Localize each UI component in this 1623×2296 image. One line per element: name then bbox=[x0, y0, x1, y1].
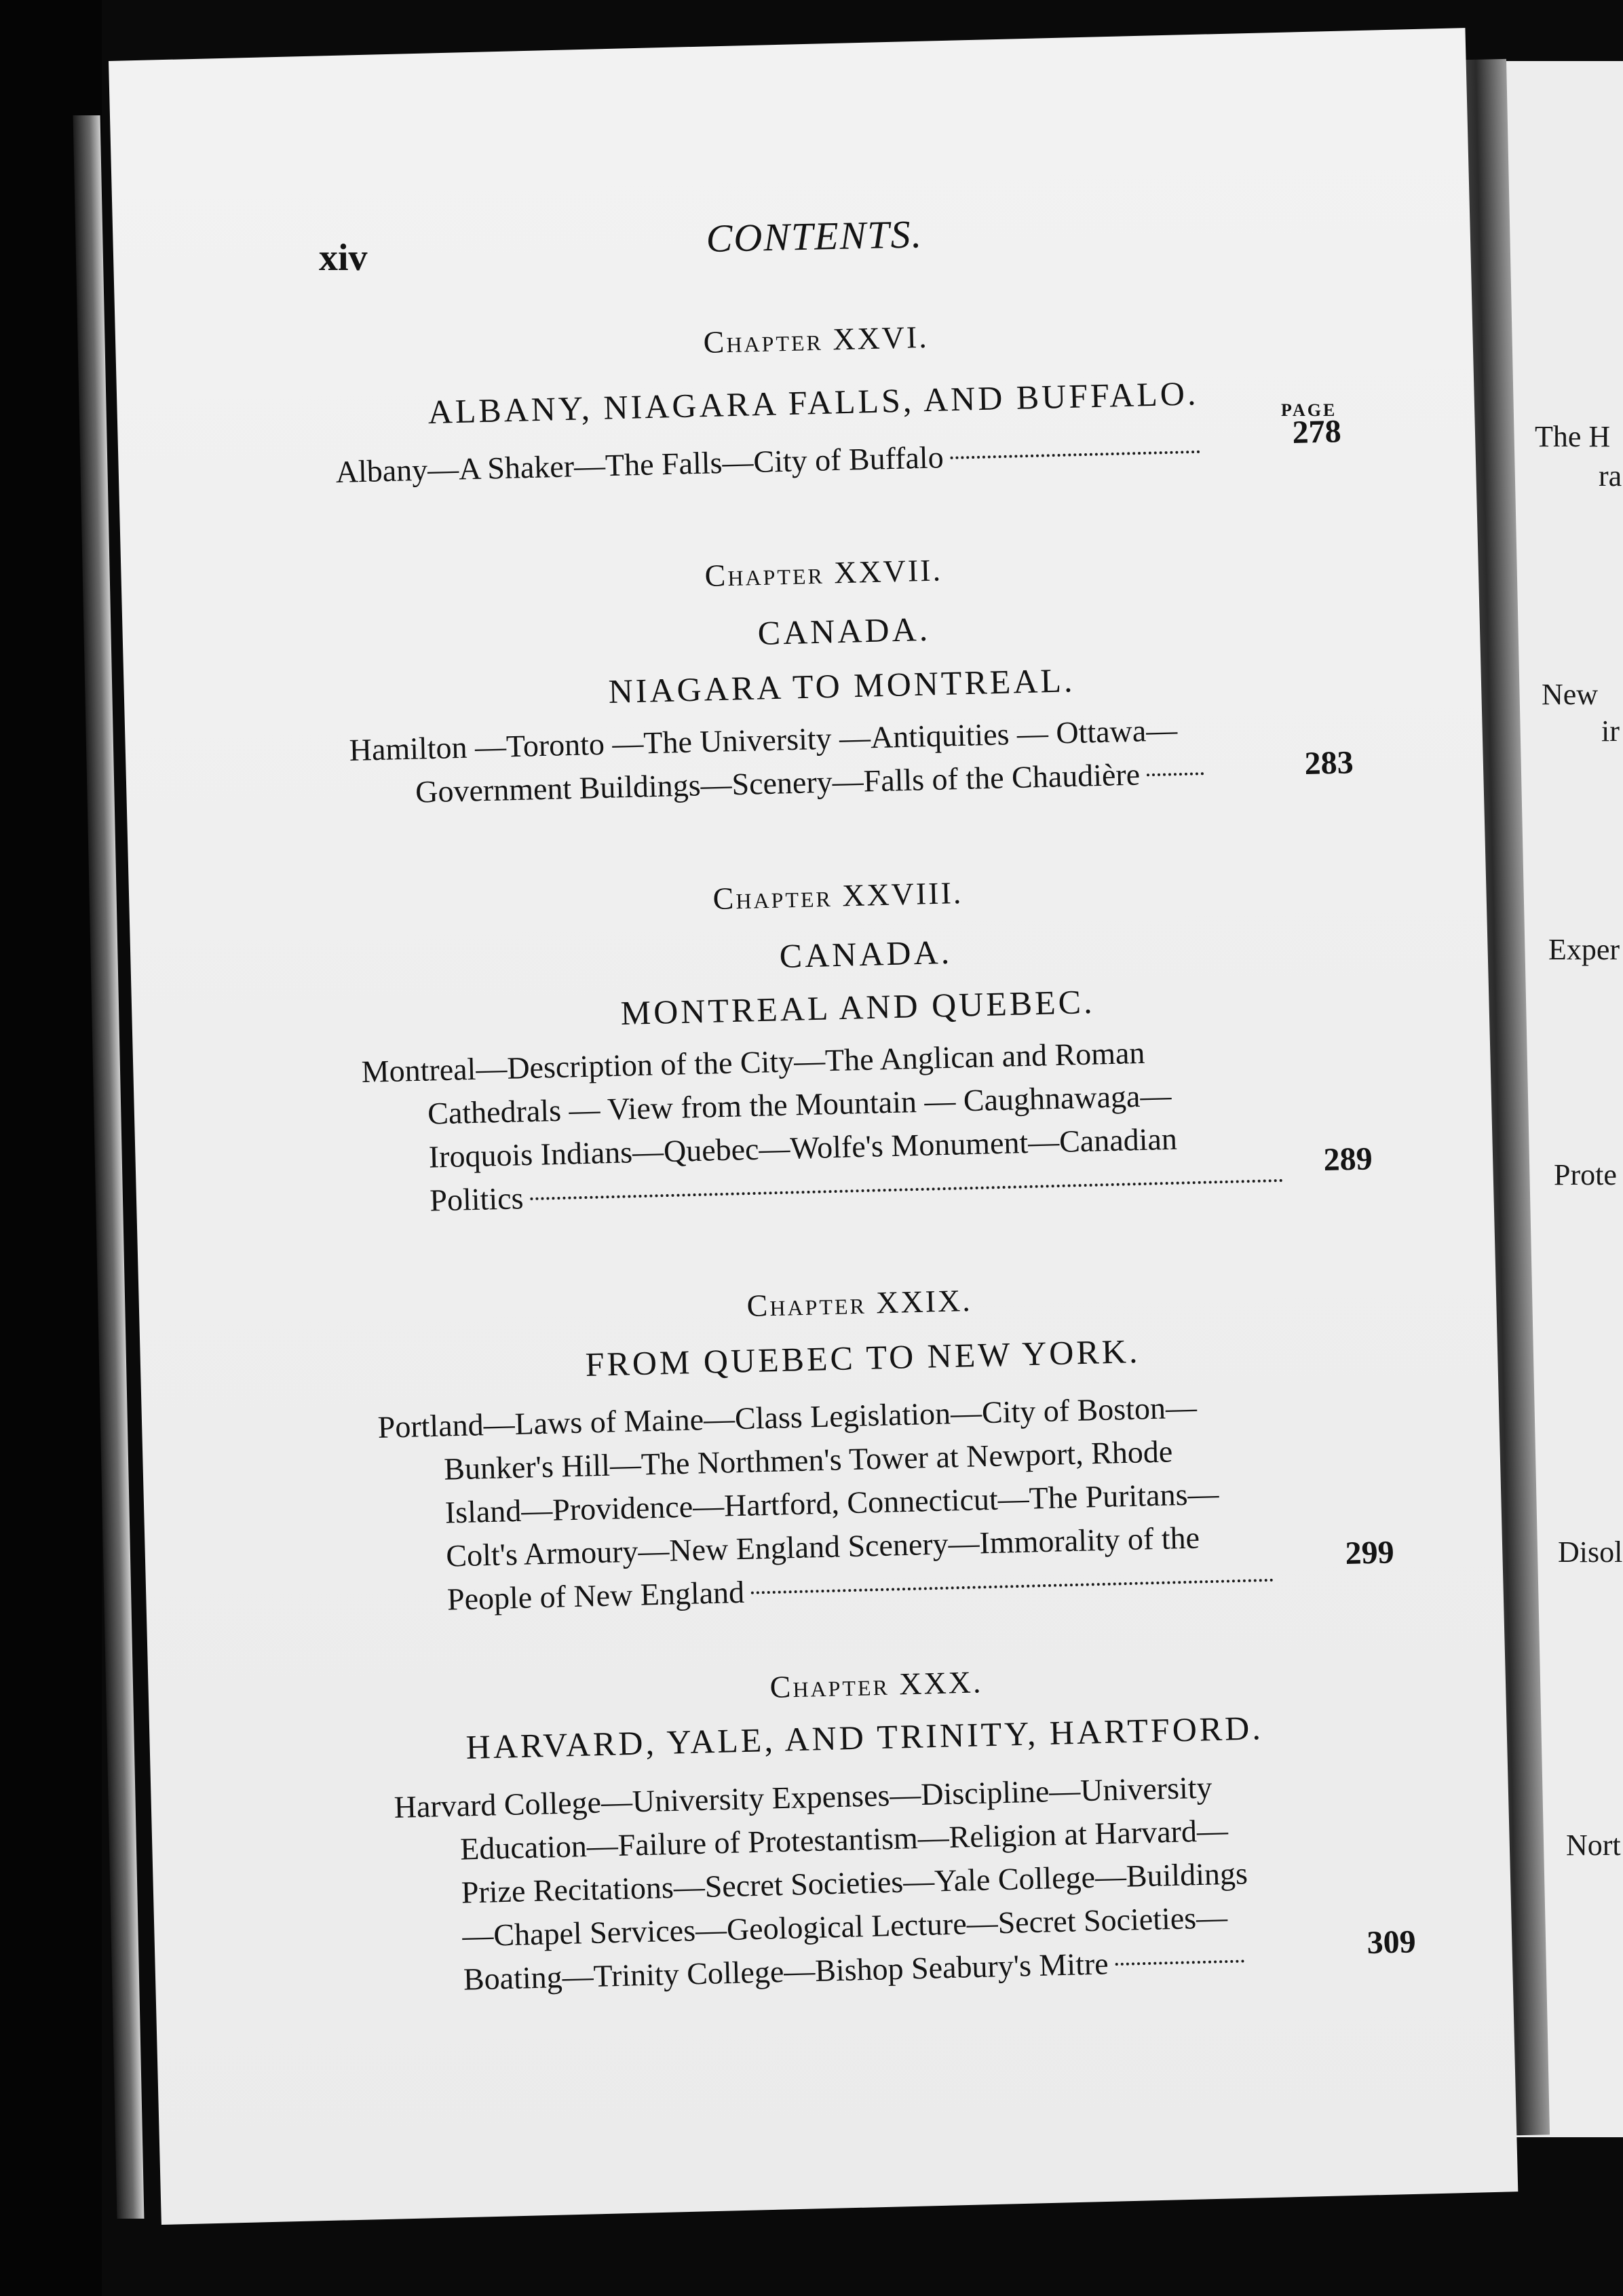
page-number: xiv bbox=[319, 237, 368, 279]
chapter-label: Chapter XXVI. bbox=[703, 319, 930, 360]
entry-line: Cathedrals — View from the Mountain — Caughnawaga— bbox=[427, 1077, 1172, 1131]
chapter-label: Chapter XXVII. bbox=[704, 552, 943, 593]
entry-line: Portland—Laws of Maine—Class Legislation—City of Boston— bbox=[377, 1390, 1198, 1444]
entry-line: Government Buildings—Scenery—Falls of the Chaudière bbox=[415, 757, 1141, 809]
chapter-heading: MONTREAL AND QUEBEC. bbox=[620, 982, 1096, 1032]
facing-fragment: Exper bbox=[1548, 933, 1620, 966]
contents-entry bbox=[394, 1765, 1251, 2003]
facing-fragment: The H bbox=[1535, 420, 1611, 453]
contents-entry bbox=[377, 1384, 1281, 1623]
entry-line: Hamilton —Toronto —The University —Antiquities — Ottawa— bbox=[349, 712, 1178, 767]
chapter-label: Chapter XXIX. bbox=[746, 1282, 973, 1323]
facing-fragment: Nort bbox=[1566, 1829, 1621, 1862]
entry-line: Education—Failure of Protestantism—Religion at Harvard— bbox=[459, 1812, 1229, 1867]
chapter-label: Chapter XXX. bbox=[769, 1664, 983, 1704]
page-ref: 309 bbox=[1367, 1924, 1417, 1961]
chapter-label: Chapter XXVIII. bbox=[712, 875, 963, 916]
entry-line: Harvard College—University Expenses—Discipline—University bbox=[394, 1769, 1213, 1824]
facing-fragment: Prote bbox=[1554, 1158, 1617, 1191]
facing-fragment: New bbox=[1542, 678, 1599, 711]
page-ref: 299 bbox=[1345, 1534, 1395, 1571]
entry-line: —Chapel Services—Geological Lecture—Secret Societies— bbox=[461, 1900, 1228, 1953]
entry-line: Albany—A Shaker—The Falls—City of Buffalo bbox=[335, 440, 944, 489]
page-ref: 283 bbox=[1304, 744, 1354, 782]
chapter-heading: HARVARD, YALE, AND TRINITY, HARTFORD. bbox=[465, 1708, 1264, 1766]
running-title: CONTENTS. bbox=[706, 212, 923, 261]
entry-line: Politics bbox=[429, 1181, 524, 1218]
chapter-heading: CANADA. bbox=[779, 932, 953, 975]
entry-line: Montreal—Description of the City—The Anglican and Roman bbox=[361, 1035, 1145, 1089]
entry-line: Bunker's Hill—The Northmen's Tower at Newport, Rhode bbox=[443, 1434, 1173, 1487]
page-column-label: PAGE bbox=[1281, 400, 1337, 420]
facing-fragment: Disol bbox=[1558, 1535, 1623, 1569]
facing-fragment: ra bbox=[1599, 459, 1622, 493]
entry-line: People of New England bbox=[446, 1574, 745, 1617]
chapter-heading: ALBANY, NIAGARA FALLS, AND BUFFALO. bbox=[427, 374, 1200, 431]
contents-entry bbox=[361, 1028, 1291, 1224]
page-ref: 278 bbox=[1292, 413, 1342, 451]
chapter-heading: CANADA. bbox=[757, 609, 931, 652]
entry-line: Prize Recitations—Secret Societies—Yale College—Buildings bbox=[461, 1856, 1248, 1910]
entry-line: Boating—Trinity College—Bishop Seabury's Mitre bbox=[463, 1946, 1109, 1997]
page-ref: 289 bbox=[1323, 1141, 1373, 1178]
entry-line: Iroquois Indians—Quebec—Wolfe's Monument—Canadian bbox=[428, 1121, 1178, 1174]
entry-line: Island—Providence—Hartford, Connecticut—The Puritans— bbox=[444, 1476, 1219, 1530]
chapter-heading: FROM QUEBEC TO NEW YORK. bbox=[585, 1332, 1141, 1383]
chapter-heading: NIAGARA TO MONTREAL. bbox=[608, 661, 1076, 710]
facing-fragment: ir bbox=[1601, 714, 1620, 748]
entry-line: Colt's Armoury—New England Scenery—Immorality of the bbox=[445, 1520, 1200, 1573]
